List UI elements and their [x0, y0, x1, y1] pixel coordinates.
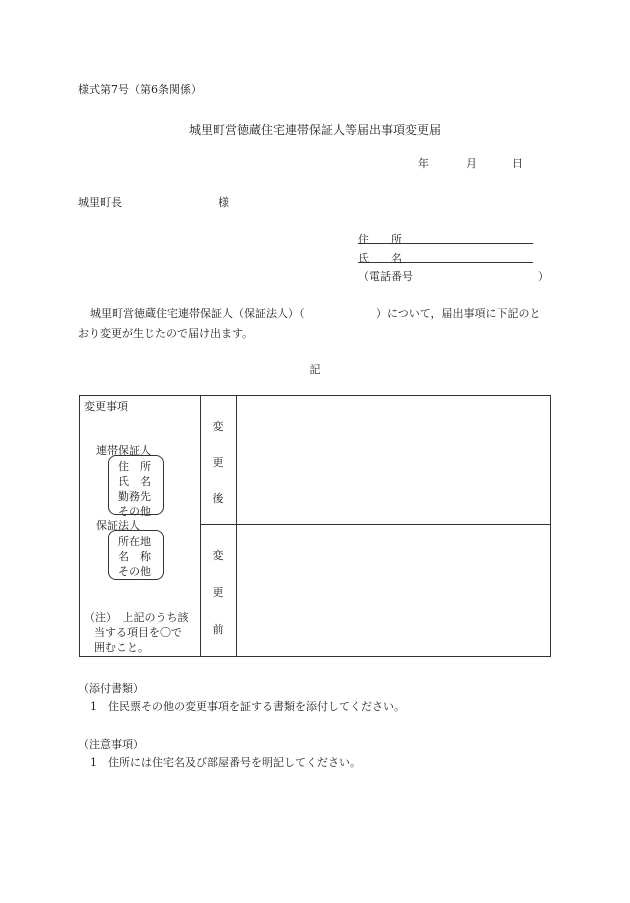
page-title: 城里町営徳蔵住宅連帯保証人等届出事項変更届	[188, 123, 441, 137]
addressee-name: 城里町長	[78, 196, 122, 209]
note-item: 1 住所には住宅名及び部屋番号を明記してください。	[90, 756, 361, 769]
date-day-label: 日	[512, 157, 523, 170]
addressee-honorific: 様	[218, 196, 229, 209]
items-header: 変更事項	[84, 400, 128, 413]
applicant-address-field[interactable]	[358, 243, 533, 244]
note-line-1: （注） 上記のうち該	[84, 611, 189, 624]
body-line-1b: ）について，届出事項に下記のと	[376, 307, 541, 320]
note-line-2: 当する項目を〇で	[94, 626, 182, 639]
applicant-phone-label: （電話番号	[358, 270, 413, 283]
corp-item-location[interactable]: 所在地	[118, 535, 151, 548]
after-char-2: 更	[212, 456, 224, 469]
before-char-2: 更	[212, 586, 224, 599]
guarantor-corp-label: 保証法人	[96, 519, 140, 532]
corp-item-name[interactable]: 名 称	[118, 550, 151, 563]
person-item-address[interactable]: 住 所	[118, 460, 151, 473]
attachment-item: 1 住民票その他の変更事項を証する書類を添付してください。	[90, 700, 405, 713]
ki-label: 記	[309, 363, 321, 376]
form-number: 様式第7号（第6条関係）	[78, 83, 202, 96]
notes-header: （注意事項）	[78, 738, 144, 751]
applicant-phone-close: ）	[538, 270, 549, 283]
before-change-field[interactable]	[240, 529, 545, 651]
after-char-1: 変	[212, 420, 224, 433]
corp-item-other[interactable]: その他	[118, 565, 151, 578]
after-change-field[interactable]	[240, 400, 545, 520]
body-line-1a: 城里町営徳蔵住宅連帯保証人（保証法人）（	[90, 307, 305, 320]
before-char-1: 変	[212, 549, 224, 562]
attachments-header: （添付書類）	[78, 682, 144, 695]
after-char-3: 後	[212, 492, 224, 505]
before-char-3: 前	[212, 623, 224, 636]
person-item-workplace[interactable]: 勤務先	[118, 490, 151, 503]
applicant-name-label: 氏 名	[358, 252, 402, 265]
guarantor-person-label: 連帯保証人	[96, 444, 151, 457]
person-item-name[interactable]: 氏 名	[118, 475, 151, 488]
applicant-address-label: 住 所	[358, 233, 402, 246]
applicant-name-field[interactable]	[358, 262, 533, 263]
date-year-label: 年	[418, 157, 429, 170]
note-line-3: 囲むこと。	[94, 641, 149, 654]
person-item-other[interactable]: その他	[118, 505, 151, 518]
date-month-label: 月	[466, 157, 477, 170]
body-line-2: おり変更が生じたので届け出ます。	[78, 327, 254, 340]
